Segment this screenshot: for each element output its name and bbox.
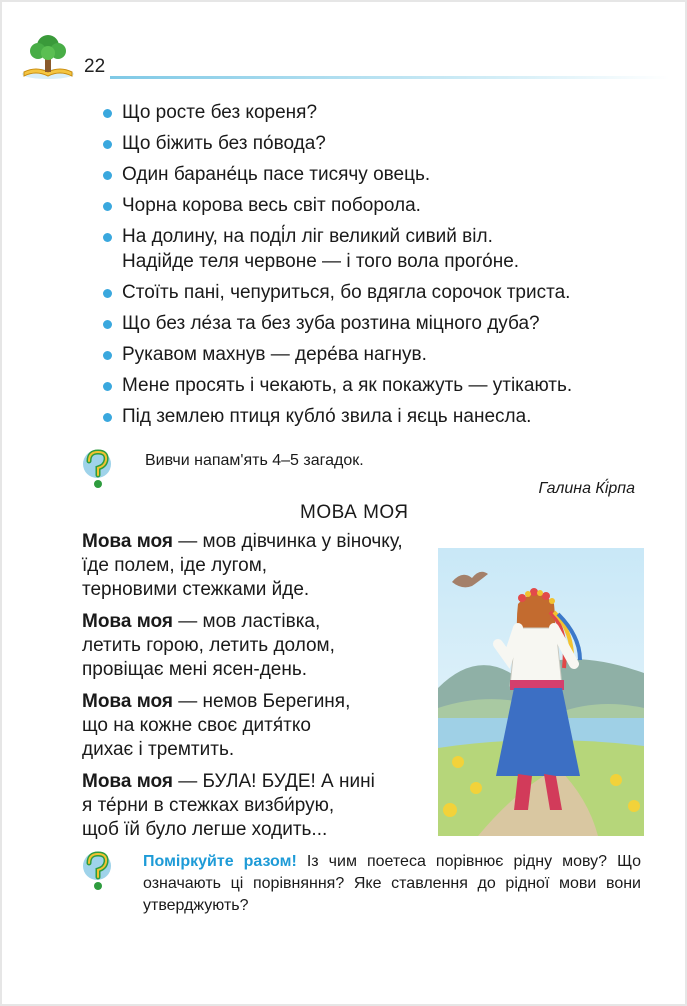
girl-illustration [438,548,644,836]
bullet-icon [103,351,112,360]
riddle-text: Що без ле́за та без зуба розтина міцного дуба? [122,313,540,334]
question-icon [78,850,116,894]
riddle-item [103,193,663,218]
poem-stanza [82,690,442,762]
poem-line-rest: — мов дівчинка у віночку, [172,531,403,552]
bullet-icon [103,202,112,211]
bullet-icon [103,233,112,242]
bullet-icon [103,289,112,298]
poem-line: що на кожне своє дитя́тко [82,715,311,736]
riddle-text: Під землею птиця кубло́ звила і яєць нанесла. [122,406,532,427]
riddle-text: Рукавом махнув — дере́ва нагнув. [122,344,427,365]
bullet-icon [103,140,112,149]
bullet-icon [103,320,112,329]
riddle-text: Чорна корова весь світ поборола. [122,195,421,216]
header-rule [110,76,670,79]
poem-author: Галина Кі́рпа [538,480,635,497]
task-text: Вивчи напам'ять 4–5 загадок. [145,452,364,469]
riddle-text: Що біжить без по́вода? [122,133,326,154]
poem-line-lead: Мова моя [82,611,173,632]
riddle-item [103,342,663,367]
discussion-lead: Поміркуйте разом! [143,853,297,870]
poem-line-rest: — БУЛА! БУДЕ! А нині [172,771,375,792]
riddle-text: Стоїть пані, чепуриться, бо вдягла сорочок триста. [122,282,571,303]
poem-line: летить горою, летить долом, [82,635,335,656]
tree-book-icon [20,32,76,80]
poem-line-lead: Мова моя [82,691,173,712]
riddle-item [103,280,663,305]
riddle-item [103,162,663,187]
discussion-block [143,851,641,917]
poem-line [82,610,442,634]
poem-line-lead: Мова моя [82,771,173,792]
riddle-item [103,373,663,398]
poem-line: терновими стежками йде. [82,579,310,600]
poem-line: дихає і тремтить. [82,739,235,760]
riddle-list [103,100,663,435]
bullet-icon [103,171,112,180]
poem-line-rest: — мов ластівка, [172,611,321,632]
bullet-icon [103,109,112,118]
riddle-item [103,311,663,336]
question-icon [78,448,116,492]
poem-stanza [82,530,442,602]
bullet-icon [103,382,112,391]
poem-stanza [82,770,442,842]
riddle-item [103,224,663,274]
riddle-text: Що росте без кореня? [122,102,318,123]
poem-line [82,530,442,554]
poem-stanza [82,610,442,682]
poem-title: МОВА МОЯ [300,502,409,523]
riddle-text: Мене просять і чекають, а як покажуть — утікають. [122,375,573,396]
poem-line [82,770,442,794]
bullet-icon [103,413,112,422]
poem-line-lead: Мова моя [82,531,173,552]
poem-line: провіщає мені ясен-день. [82,659,308,680]
riddle-item [103,100,663,125]
riddle-text: На долину, на поді́л ліг великий сивий віл. [122,226,493,247]
poem-line [82,690,442,714]
poem-line: щоб їй було легше ходить... [82,819,328,840]
riddle-item [103,131,663,156]
riddle-text: Надійде теля червоне — і того вола прого́не. [122,251,520,272]
poem-line: я те́рни в стежках визби́рую, [82,795,335,816]
page-number: 22 [84,56,106,77]
riddle-item [103,404,663,429]
discussion-text: Із чим поетеса порівнює рідну мову? Що означають ці порівняння? Яке ставлення до рідної мови вони утверджують? [143,853,642,914]
poem-line: їде полем, іде лугом, [82,555,268,576]
poem [82,530,442,850]
poem-line-rest: — немов Берегиня, [172,691,351,712]
riddle-text: Один баране́ць пасе тисячу овець. [122,164,431,185]
